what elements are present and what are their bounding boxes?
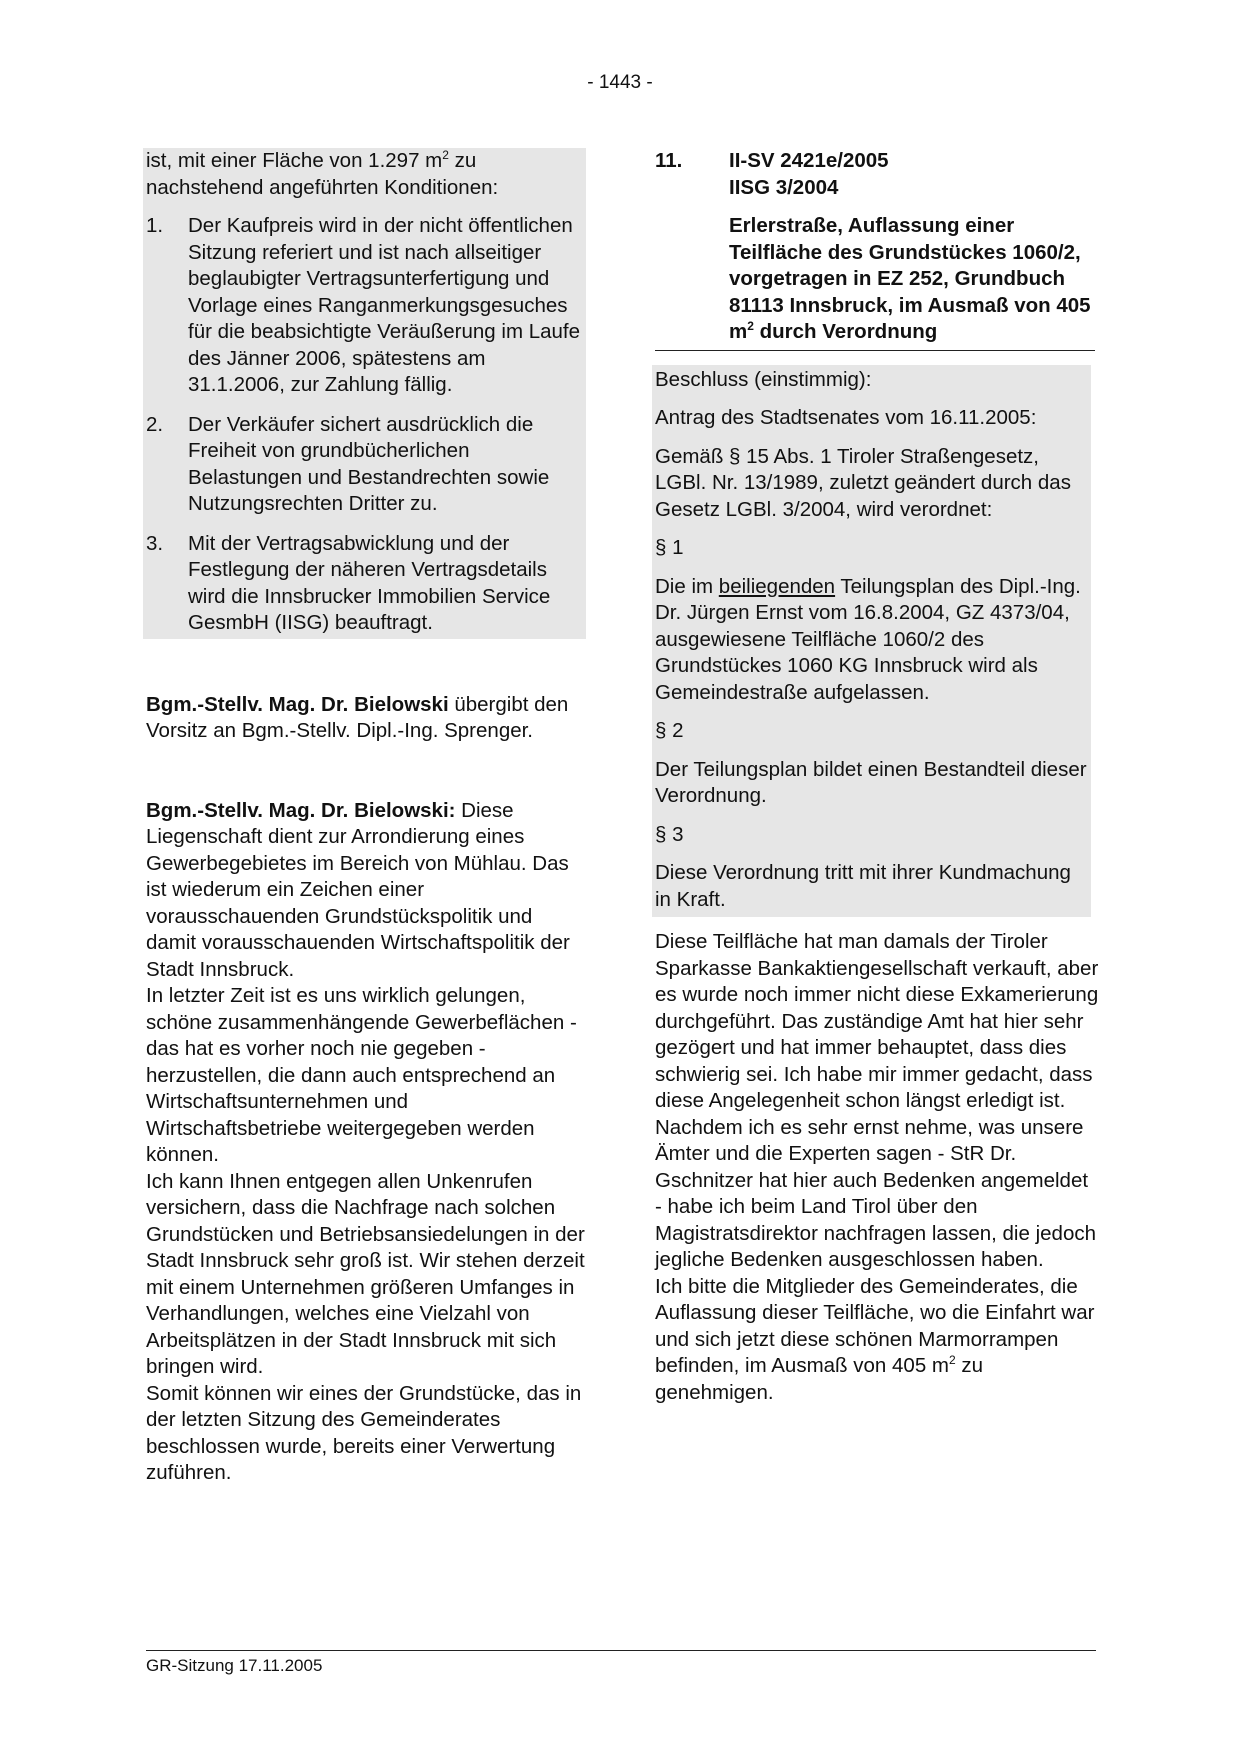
intro-paragraph: ist, mit einer Fläche von 1.297 $m^2$ zu nachstehend angeführten Konditionen: xyxy=(146,148,499,199)
section-2-heading: § 2 xyxy=(655,719,684,742)
handover-paragraph: Bgm.-Stellv. Mag. Dr. Bielowski übergibt den Vorsitz an Bgm.-Stellv. Dipl.-Ing. Sprenger. xyxy=(146,692,569,742)
footer-text: GR-Sitzung 17.11.2005 xyxy=(146,1656,323,1675)
heading-divider xyxy=(655,350,1095,351)
reference-2: IISG 3/2004 xyxy=(729,175,839,199)
list-item: 1. Der Kaufpreis wird in der nicht öffentlichen Sitzung referiert und ist nach allseitiger beglaubigter Vertragsunterfertigung und Vorlage eines Ranganmerkungsgesuches für die beabsichtigte Veräußerung im Laufe des Jänner 2006, spätestens am 31.1.2006, zur Zahlung fällig. xyxy=(146,214,581,396)
speech-paragraph-1: Bgm.-Stellv. Mag. Dr. Bielowski: Diese Liegenschaft dient zur Arrondierung eines Gewerbegebietes im Bereich von Mühlau. Das ist wiederum ein Zeichen einer vorausschauenden Grundstückspolitik und damit vorausschauenden Wirtschaftspolitik der Stadt Innsbruck. xyxy=(146,798,570,981)
speech-paragraph-3: Ich kann Ihnen entgegen allen Unkenrufen versichern, dass die Nachfrage nach solchen Grundstücken und Betriebsansiedelungen in der Stadt Innsbruck sehr groß ist. Wir stehen derzeit mit einem Unternehmen größeren Umfanges in Verhandlungen, welches eine Vielzahl von Arbeitsplätzen in der Stadt Innsbruck mit sich bringen wird. xyxy=(146,1169,585,1378)
right-paragraph-3: Ich bitte die Mitglieder des Gemeinderates, die Auflassung dieser Teilfläche, wo die Einfahrt war und sich jetzt diese schönen Marmorrampen befinden, im Ausmaß von 405 $m^2$ zu genehmigen. xyxy=(655,1274,1095,1404)
section-3-text: Diese Verordnung tritt mit ihrer Kundmachung in Kraft. xyxy=(655,861,1071,911)
section-2-text: Der Teilungsplan bildet einen Bestandteil dieser Verordnung. xyxy=(655,757,1087,807)
speech-paragraph-2: In letzter Zeit ist es uns wirklich gelungen, schöne zusammenhängende Gewerbeflächen - das hat es vorher noch nie gegeben - herzustellen, die dann auch entsprechend an Wirtschaftsunternehmen und Wirtschaftsbetriebe weitergegeben werden können. xyxy=(146,984,577,1166)
right-paragraph-2: Nachdem ich es sehr ernst nehme, was unsere Ämter und die Experten sagen - StR Dr. Gschnitzer hat hier auch Bedenken angemeldet - habe ich beim Land Tirol über den Magistratsdirektor nachfragen lassen, die jedoch jegliche Bedenken ausgeschlossen haben. xyxy=(655,1115,1096,1271)
page-number: - 1443 - xyxy=(587,72,653,93)
left-column xyxy=(146,148,586,1487)
resolution-block xyxy=(652,365,1091,918)
resolution-label: Beschluss (einstimmig): xyxy=(655,367,872,391)
agenda-item-title: Erlerstraße, Auflassung einer Teilfläche des Grundstückes 1060/2, vorgetragen in EZ 252, Grundbuch 81113 Innsbruck, im Ausmaß von 405 $m^2$ durch Verordnung xyxy=(729,214,1091,343)
shaded-conditions-block xyxy=(143,148,586,639)
section-1-text: Die im beiliegenden Teilungsplan des Dipl.-Ing. Dr. Jürgen Ernst vom 16.8.2004, GZ 4373/04, ausgewiesene Teilfläche 1060/2 des Grundstückes 1060 KG Innsbruck wird als Gemeindestraße aufgelassen. xyxy=(655,574,1081,704)
footer-divider xyxy=(146,1650,1096,1651)
list-item: 2. Der Verkäufer sichert ausdrücklich die Freiheit von grundbücherlichen Belastungen und Bestandrechten sowie Nutzungsrechten Dritter zu. xyxy=(146,412,550,515)
conditions-list xyxy=(146,213,582,637)
speech-paragraph-4: Somit können wir eines der Grundstücke, das in der letzten Sitzung des Gemeinderates beschlossen wurde, bereits einer Verwertung zuführen. xyxy=(146,1381,582,1484)
right-column xyxy=(655,148,1100,1406)
agenda-item-heading xyxy=(655,148,1100,346)
right-paragraph-1: Diese Teilfläche hat man damals der Tiroler Sparkasse Bankaktiengesellschaft verkauft, aber es wurde noch immer nicht diese Exkamerierung durchgeführt. Das zuständige Amt hat hier sehr gezögert und hat immer behauptet, dass dies schwierig sei. Ich habe mir immer gedacht, dass diese Angelegenheit schon längst erledigt ist. xyxy=(655,930,1099,1112)
agenda-item-number: 11. xyxy=(655,149,683,172)
section-1-heading: § 1 xyxy=(655,536,684,559)
legal-basis: Gemäß § 15 Abs. 1 Tiroler Straßengesetz, LGBl. Nr. 13/1989, zuletzt geändert durch das Gesetz LGBl. 3/2004, wird verordnet: xyxy=(655,444,1071,521)
list-item: 3. Mit der Vertragsabwicklung und der Festlegung der näheren Vertragsdetails wird die Innsbrucker Immobilien Service GesmbH (IISG) beauftragt. xyxy=(146,531,551,634)
reference-1: II-SV 2421e/2005 xyxy=(729,149,889,172)
section-3-heading: § 3 xyxy=(655,822,684,846)
motion-label: Antrag des Stadtsenates vom 16.11.2005: xyxy=(655,406,1037,429)
